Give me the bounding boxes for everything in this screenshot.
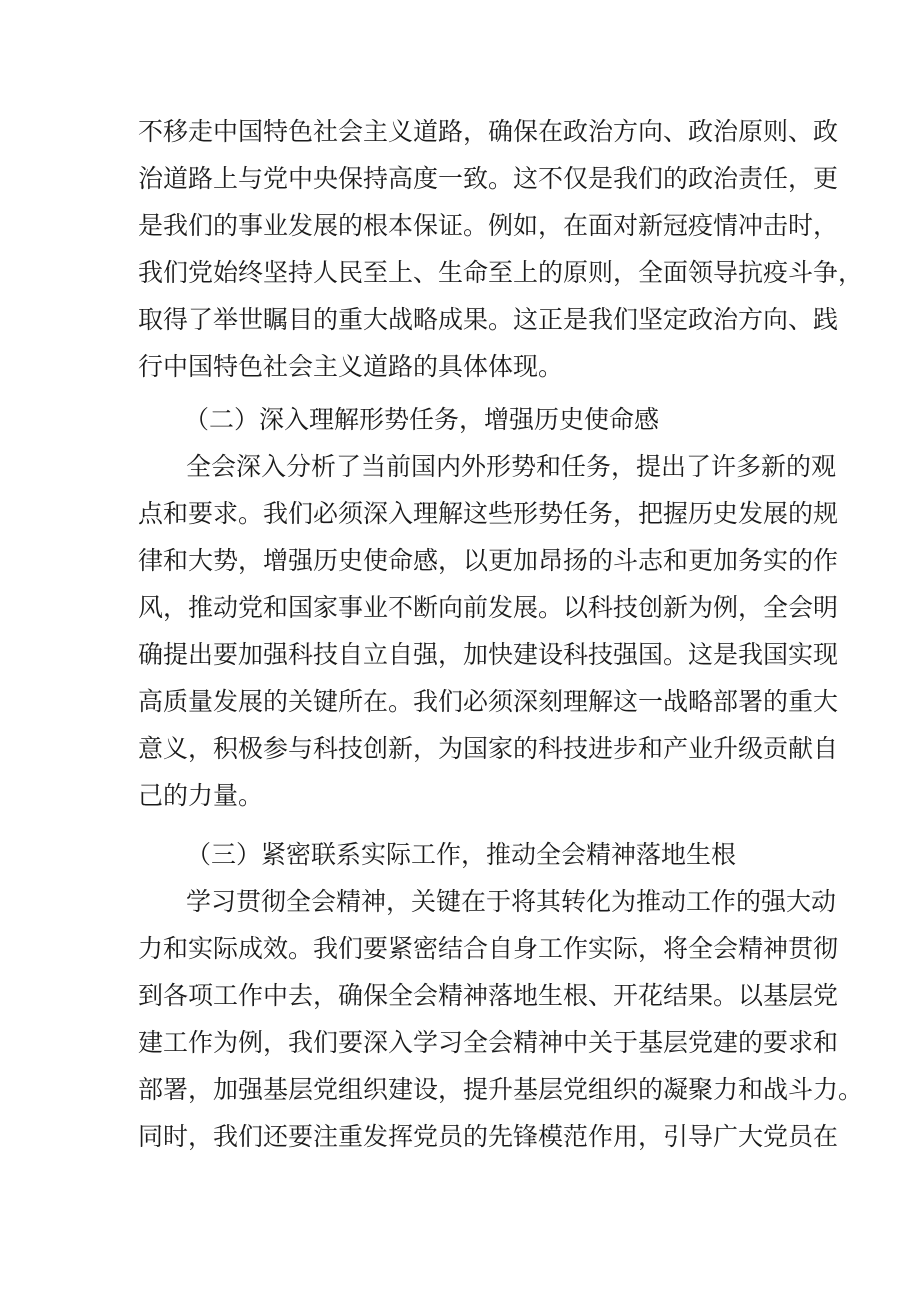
paragraph-line: 建工作为例，我们要深入学习全会精神中关于基层党建的要求和 (138, 1028, 839, 1057)
paragraph-line: 学习贯彻全会精神，关键在于将其转化为推动工作的强大动 (186, 887, 837, 916)
paragraph-line: 己的力量。 (138, 781, 264, 810)
paragraph-line: 全会深入分析了当前国内外形势和任务，提出了许多新的观 (186, 452, 837, 481)
paragraph-line: 是我们的事业发展的根本保证。例如，在面对新冠疫情冲击时， (138, 211, 839, 240)
paragraph-line: 律和大势，增强历史使命感，以更加昂扬的斗志和更加务实的作 (138, 546, 839, 575)
paragraph-line: 同时，我们还要注重发挥党员的先锋模范作用，引导广大党员在 (138, 1122, 839, 1151)
paragraph-line: 力和实际成效。我们要紧密结合自身工作实际，将全会精神贯彻 (138, 934, 839, 963)
section-heading-2: （二）深入理解形势任务，增强历史使命感 (184, 405, 660, 434)
paragraph-line: 行中国特色社会主义道路的具体体现。 (138, 352, 564, 381)
section-heading-3: （三）紧密联系实际工作，推动全会精神落地生根 (186, 840, 737, 869)
paragraph-line: 确提出要加强科技自立自强，加快建设科技强国。这是我国实现 (138, 640, 839, 669)
paragraph-line: 我们党始终坚持人民至上、生命至上的原则，全面领导抗疫斗争， (138, 258, 864, 287)
paragraph-line: 意义，积极参与科技创新，为国家的科技进步和产业升级贡献自 (138, 734, 839, 763)
paragraph-line: 点和要求。我们必须深入理解这些形势任务，把握历史发展的规 (138, 499, 839, 528)
paragraph-line: 风，推动党和国家事业不断向前发展。以科技创新为例，全会明 (138, 593, 839, 622)
paragraph-line: 到各项工作中去，确保全会精神落地生根、开花结果。以基层党 (138, 981, 839, 1010)
paragraph-line: 治道路上与党中央保持高度一致。这不仅是我们的政治责任，更 (138, 164, 839, 193)
paragraph-line: 部署，加强基层党组织建设，提升基层党组织的凝聚力和战斗力。 (138, 1075, 864, 1104)
paragraph-line: 高质量发展的关键所在。我们必须深刻理解这一战略部署的重大 (138, 687, 839, 716)
paragraph-line: 不移走中国特色社会主义道路，确保在政治方向、政治原则、政 (138, 117, 839, 146)
paragraph-line: 取得了举世瞩目的重大战略成果。这正是我们坚定政治方向、践 (138, 305, 839, 334)
